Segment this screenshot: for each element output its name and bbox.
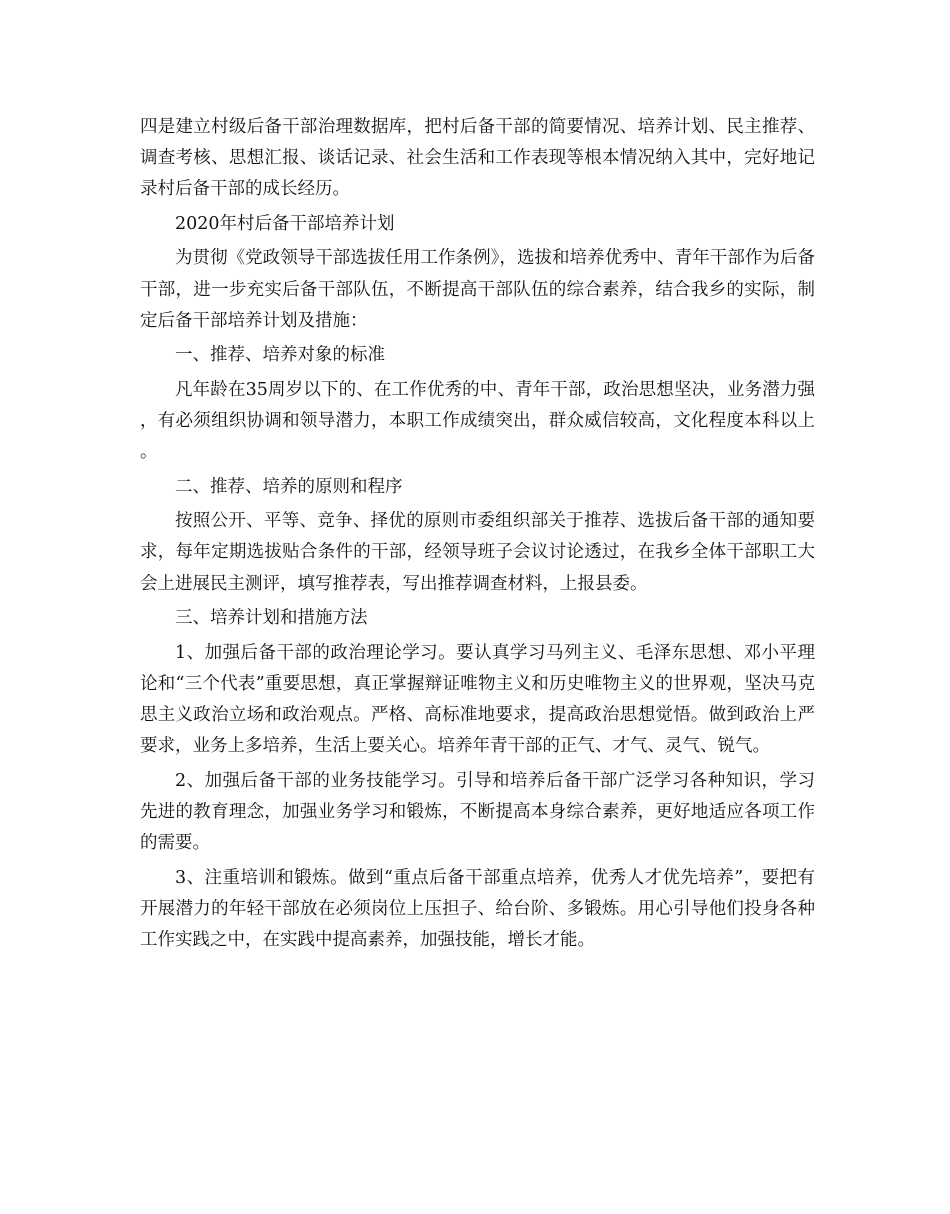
paragraph-9: 1、加强后备干部的政治理论学习。要认真学习马列主义、毛泽东思想、邓小平理论和“三个代表”重要思想，真正掌握辩证唯物主义和历史唯物主义的世界观，坚决马克思主义政治立场和政治观点。严格、高标准地要求，提高政治思想觉悟。做到政治上严要求，业务上多培养，生活上要关心。培养年青干部的正气、才气、灵气、锐气。 xyxy=(140,642,815,757)
section-heading-2: 二、推荐、培养的原则和程序 xyxy=(175,476,403,497)
section-heading-1: 一、推荐、培养对象的标准 xyxy=(175,345,385,366)
document-body xyxy=(140,112,815,960)
paragraph-10: 2、加强后备干部的业务技能学习。引导和培养后备干部广泛学习各种知识，学习先进的教育理念，加强业务学习和锻炼，不断提高本身综合素养，更好地适应各项工作的需要。 xyxy=(140,770,815,854)
paragraph-2-heading: 2020年村后备干部培养计划 xyxy=(175,213,395,234)
paragraph-5: 凡年龄在35周岁以下的、在工作优秀的中、青年干部，政治思想坚决，业务潜力强，有必须组织协调和领导潜力，本职工作成绩突出，群众威信较高，文化程度本科以上。 xyxy=(140,379,815,463)
paragraph-3: 为贯彻《党政领导干部选拔任用工作条例》，选拔和培养优秀中、青年干部作为后备干部，进一步充实后备干部队伍，不断提高干部队伍的综合素养，结合我乡的实际，制定后备干部培养计划及措施： xyxy=(140,248,815,331)
section-heading-3: 三、培养计划和措施方法 xyxy=(175,608,368,629)
paragraph-11: 3、注重培训和锻炼。做到“重点后备干部重点培养，优秀人才优先培养”，要把有开展潜力的年轻干部放在必须岗位上压担子、给台阶、多锻炼。用心引导他们投身各种工作实践之中，在实践中提高素养，加强技能，增长才能。 xyxy=(140,867,815,951)
paragraph-7: 按照公开、平等、竞争、择优的原则市委组织部关于推荐、选拔后备干部的通知要求，每年定期选拔贴合条件的干部，经领导班子会议讨论透过，在我乡全体干部职工大会上进展民主测评，填写推荐表，写出推荐调查材料，上报县委。 xyxy=(140,511,815,594)
paragraph-1: 四是建立村级后备干部治理数据库，把村后备干部的简要情况、培养计划、民主推荐、调查考核、思想汇报、谈话记录、社会生活和工作表现等根本情况纳入其中，完好地记录村后备干部的成长经历。 xyxy=(140,117,815,200)
